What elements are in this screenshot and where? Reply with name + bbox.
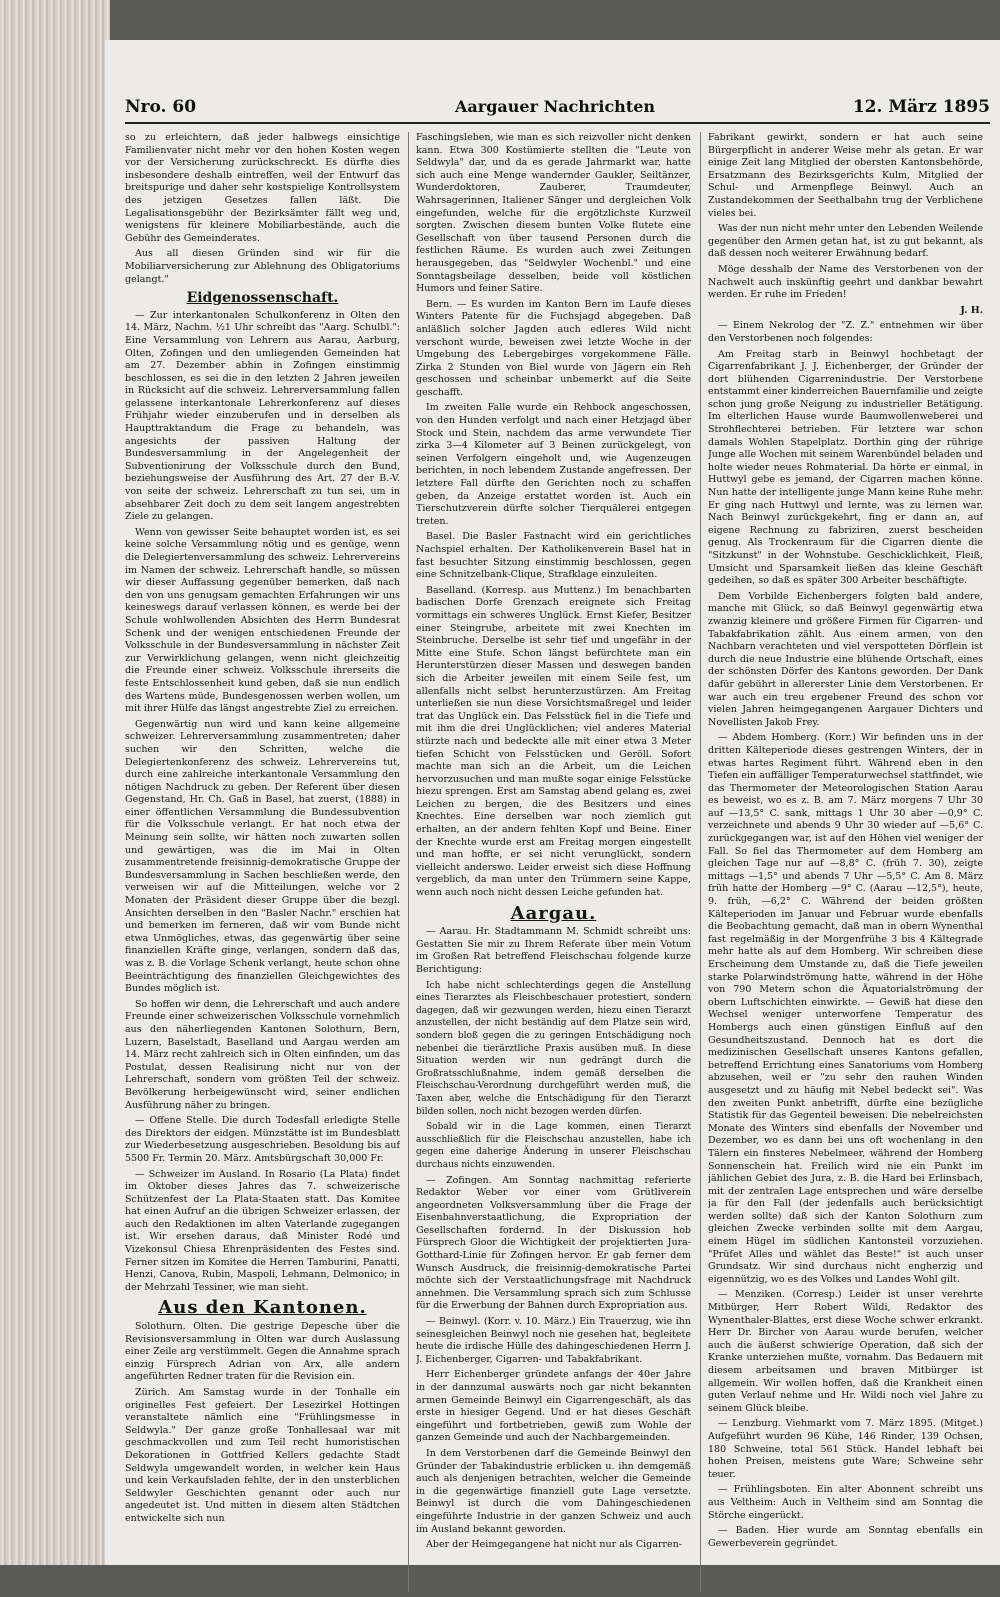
section-heading: Eidgenossenschaft. [186, 290, 339, 307]
paragraph: Bern. — Es wurden im Kanton Bern im Laufe dieses Winters Patente für die Fuchsjagd abgegeben. Daß anläßlich solcher Jagden auch edleres Wild nicht verschont wurde, beweisen zwei letzte Woche in der Umgebung des Lebergebirges vorgekommene Fälle. Zirka 2 Stunden von Biel wurde von Jägern ein Reh geschossen und scheinbar unbemerkt auf die Seite geschafft. [416, 298, 691, 398]
paragraph: Basel. Die Basler Fastnacht wird ein gerichtliches Nachspiel erhalten. Der Katholikenverein Basel hat in fast besuchter Sitzung einstimmig beschlossen, gegen eine Schnitzelbank-Clique, Strafklage einzuleiten. [416, 531, 691, 581]
newspaper-title: Aargauer Nachrichten [454, 97, 656, 116]
paragraph: Was der nun nicht mehr unter den Lebenden Weilende gegenüber den Armen getan hat, ist zu gut bekannt, als daß dessen noch weiterer Erwähnung bedarf. [708, 223, 983, 260]
issue-date: 12. März 1895 [852, 97, 990, 117]
column-2 [416, 132, 691, 1592]
issue-number: Nro. 60 [125, 97, 197, 117]
paragraph: Ich habe nicht schlechterdings gegen die Anstellung eines Tierarztes als Fleischbeschauer protestiert, sondern dagegen, daß wir gezwungen werden, hiezu einen Tierarzt anzustellen, der nicht beständig auf dem Platze sein wird, sondern bloß gegen die zu geringen Entschädigung noch nebenbei die tierärztliche Praxis ausüben muß. In diese Situation werden wir nun gedrängt durch die Großratsschlußnahme, indem gemäß derselben die Fleischschau-Verordnung durchgeführt werden muß, die Taxen aber, welche die Entschädigung für den Tierarzt bilden sollen, noch nicht bezogen werden dürfen. [416, 980, 691, 1117]
paragraph: Im zweiten Falle wurde ein Rehbock angeschossen, von den Hunden verfolgt und nach einer Hetzjagd über Stock und Stein, nachdem das arme verwundete Tier zirka 3—4 Kilometer auf 3 Beinen zurückgelegt, von seinen Verfolgern eingeholt und, wie Augenzeugen berichten, in noch lebendem Zustande angefressen. Der letztere Fall dürfte den Gerichten noch zu schaffen geben, da Anzeige erstattet worden ist. Auch ein Tierschutzverein dürfte solcher Tierquälerei entgegen treten. [416, 402, 691, 527]
paragraph: Zürich. Am Samstag wurde in der Tonhalle ein originelles Fest gefeiert. Der Lesezirkel Hottingen veranstaltete nämlich eine "Frühlingsmesse in Seldwyla." Der ganze große Tonhallesaal war mit geschmackvollen und zum Teil recht humoristischen Dekorationen in Gottfried Kellers gedachte Stadt Seldwyla umgewandelt worden, in welcher kein Haus und kein Verkaufsladen fehlte, der in den unsterblichen Seldwyler Geschichten genannt oder auch nur angedeutet ist. Und mitten in diesem alten Städtchen entwickelte sich nun [125, 1387, 400, 1524]
section-heading: Aus den Kantonen. [158, 1297, 367, 1319]
paragraph: — Beinwyl. (Korr. v. 10. März.) Ein Trauerzug, wie ihn seinesgleichen Beinwyl noch nie gesehen hat, begleitete heute die irdische Hülle des dahingeschiedenen Herrn J. J. Eichenberger, Cigarren- und Tabakfabrikant. [416, 1316, 691, 1365]
paragraph: Möge desshalb der Name des Verstorbenen von der Nachwelt auch inskünftig geehrt und dankbar bewahrt werden. Er ruhe im Frieden! [708, 263, 983, 301]
paragraph: — Zofingen. Am Sonntag nachmittag referierte Redaktor Weber vor einer vom Grütliverein angeordneten Volksversammlung über die Frage der Eisenbahnverstaatlichung, die Expropriation der Gesellschaften fordernd. In der Diskussion hob Fürsprech Gloor die Wichtigkeit der projektierten Jura-Gotthard-Linie für Zofingen hervor. Er gab ferner dem Wunsch Ausdruck, die freisinnig-demokratische Partei möchte sich der Verstaatlichungsfrage mit Nachdruck annehmen. Die Versammlung sprach sich zum Schlusse für die Erwerbung der Bahnen durch Expropriation aus. [416, 1174, 691, 1312]
paragraph: so zu erleichtern, daß jeder halbwegs einsichtige Familienvater nicht mehr vor den hohen Kosten wegen vor der Versicherung zurückschreckt. Es dürfte dies insbesondere deshalb eintreffen, weil der Entwurf das breitspurige und daher sehr kostspielige Kontrollsystem des jetzigen Gesetzes fallen läßt. Die Legalisationsgebühr der Bezirksämter fällt weg und, wenigstens für kleinere Mobiliarbestände, auch die Gebühr des Gemeinderates. [125, 132, 400, 244]
paragraph: Gegenwärtig nun wird und kann keine allgemeine schweizer. Lehrerversammlung zusammentreten; daher suchen wir den Schritten, welche die Delegiertenkonferenz des schweiz. Lehrervereins tut, durch eine zahlreiche interkantonale Versammlung den nötigen Nachdruck zu geben. Der Referent über diesen Gegenstand, Hr. Ch. Gaß in Basel, hat zuerst, (1888) in einer öffentlichen Versammlung die Bundessubvention für die Volksschule verlangt. Er hat noch etwa der Meinung sein sollte, wir hätten noch zuwarten sollen und gewärtigen, was die im Mai in Olten zusammentretende freisinnig-demokratische Gruppe der Bundesversammlung in Sachen beschließen werde, den verweisen wir auf die Mitteilungen, welche vor 2 Monaten der Präsident dieser Gruppe über die bezgl. Ansichten derselben in den "Basler Nachr." erschien hat und bemerken im ferneren, daß wir vom Bunde nicht etwa Unmögliches, etwas, das gegenwärtig über seine finanziellen Kräfte ginge, verlangen, sondern daß das, was z. B. die Vorlage Schenk verlangt, heute schon ohne Beeinträchtigung des finanziellen Gleichgewichtes des Bundes möglich ist. [125, 718, 400, 995]
paragraph: — Einem Nekrolog der "Z. Z." entnehmen wir über den Verstorbenen noch folgendes: [708, 320, 983, 344]
signature: J. H. [960, 304, 983, 316]
paragraph: — Menziken. (Corresp.) Leider ist unser verehrte Mitbürger, Herr Robert Wildi, Redaktor des Wynenthaler-Blattes, erst diese Woche schwer erkrankt. Herr Dr. Bircher von Aarau wurde berufen, welcher auch die äußerst schwierige Operation, daß sich der Kranke unterziehen mußte, vornahm. Das Bedauern mit diesem arbeitsamen und braven Mitbürger ist allgemein. Wir wollen hoffen, daß die Krankheit einen guten Verlauf nehme und Hr. Wildi noch viel Jahre zu seinem Glück bleibe. [708, 1289, 983, 1414]
columns [125, 132, 990, 1597]
paragraph: Faschingsleben, wie man es sich reizvoller nicht denken kann. Etwa 300 Kostümierte stellten die "Leute von Seldwyla" dar, und da es gerade Jahrmarkt war, hatte sich auch eine Menge wandernder Gaukler, Seiltänzer, Wunderdoktoren, Zauberer, Traumdeuter, Wahrsagerinnen, Italiener Sänger und dergleichen Volk eingefunden, welche für die ergötzlichste Kurzweil sorgten. Zwischen diesem bunten Volke flutete eine Gesellschaft von über tausend Personen durch die festlichen Räume. Es wurden auch zwei Zeitungen herausgegeben, das "Seldwyler Wochenbl." und eine Sonntagsbeilage desselben, beide voll köstlichen Humors und feiner Satire. [416, 132, 691, 295]
column-1 [125, 132, 400, 1592]
paragraph: Aus all diesen Gründen sind wir für die Mobiliarversicherung zur Ablehnung des Obligatoriums gelangt." [125, 248, 400, 285]
paragraph: Dem Vorbilde Eichenbergers folgten bald andere, manche mit Glück, so daß Beinwyl gegenwärtig etwa zwanzig kleinere und größere Firmen für Cigarren- und Tabakfabrikation zählt. Aus einem armen, von den Nachbarn verachteten und viel verspotteten Dörflein ist durch die neue Industrie eine blühende Ortschaft, eines der schönsten Dörfer des Kantons geworden. Der Dank dafür gebührt in allererster Linie dem Verstorbenen. Er war auch ein treu ergebener Freund des schon vor vielen Jahren heimgegangenen Aargauer Dichters und Novellisten Jakob Frey. [708, 590, 983, 728]
paragraph: Solothurn. Olten. Die gestrige Depesche über die Revisionsversammlung in Olten war durch Auslassung einer Zeile arg verstümmelt. Gegen die Annahme sprach einzig Fürsprech Adrian von Arx, alle andern angeführten Redner traten für die Revision ein. [125, 1321, 400, 1383]
paragraph: Herr Eichenberger gründete anfangs der 40er Jahre in der dannzumal auswärts noch gar nicht bekannten armen Gemeinde Beinwyl ein Cigarrengeschäft, als das erste in hiesiger Gegend. Und er hat dieses Geschäft eingeführt und fortbetrieben, gewiß zum Wohle der ganzen Gemeinde und auch der Nachbargemeinden. [416, 1369, 691, 1444]
paragraph: Aber der Heimgegangene hat nicht nur als Cigarren- [426, 1539, 682, 1551]
section-heading: Aargau. [510, 902, 597, 924]
paragraph: — Aarau. Hr. Stadtammann M. Schmidt schreibt uns: Gestatten Sie mir zu Ihrem Referate über mein Votum im Großen Rat betreffend Fleischschau folgende kurze Berichtigung: [416, 926, 691, 975]
paragraph: Wenn von gewisser Seite behauptet worden ist, es sei keine solche Versammlung nötig und es genüge, wenn die Delegiertenversammlung des schweiz. Lehrervereins im Namen der schweiz. Lehrerschaft handle, so müssen wir dieser Auffassung gegenüber bemerken, daß nach den von uns genugsam gemachten Erfahrungen wir uns keineswegs darauf verlassen können, es werde bei der Schule wohlwollenden Absichten des Herrn Bundesrat Schenk und der wenigen entschiedenen Freunde der Volksschule in der Bundesversammlung in nächster Zeit zur Verwirklichung gelangen, wenn nicht gleichzeitig die Freunde einer schweiz. Volksschule ihrerseits die feste Entschlossenheit kund geben, daß sie nun endlich des Wartens müde, Bundesgenossen werben wollen, um mit ihrer Hülfe das längst angestrebte Ziel zu erreichen. [125, 526, 400, 715]
paragraph: Am Freitag starb in Beinwyl hochbetagt der Cigarrenfabrikant J. J. Eichenberger, der Gründer der dort blühenden Cigarrenindustrie. Der Verstorbene entstammt einer kinderreichen Bauernfamilie und zeigte schon jung große Neigung zu industrieller Betätigung. Im elterlichen Hause wurde Baumwollenweberei und Strohflechterei betrieben. Für letztere war schon damals Wohlen Stapelplatz. Dorthin ging der rührige Junge alle Wochen mit seinem Warenbündel beladen und holte wieder neues Rohmaterial. Da hörte er einmal, in Huttwyl gebe es jemand, der Cigarren machen könne. Nun hatte der intelligente junge Mann keine Ruhe mehr. Er ging nach Huttwyl und lernte, was zu lernen war. Nach Beinwyl zurückgekehrt, fing er dann an, auf eigene Rechnung zu fabriziren, zuerst bescheiden genug. Als Trockenraum für die Cigarren diente die "Sitzkunst" in der Wohnstube. Geschicklichkeit, Fleiß, Umsicht und Sparsamkeit ließen das kleine Geschäft gedeihen, so daß es später 300 Arbeiter beschäftigte. [708, 348, 983, 587]
header-rule [125, 122, 990, 124]
paragraph: — Zur interkantonalen Schulkonferenz in Olten den 14. März, Nachm. ½1 Uhr schreibt das "Aarg. Schulbl.": Eine Versammlung von Lehrern aus Aarau, Aarburg, Olten, Zofingen und den umliegenden Gemeinden hat am 27. Dezember abhin in Zofingen einstimmig beschlossen, es sei die in den letzten 2 Jahren jeweilen in Rücksicht auf die schweiz. Lehrerversammlung fallen gelassene interkantonale Lehrerkonferenz auf dieses Frühjahr wieder einzuberufen und in derselben als Haupttraktandum die Frage zu behandeln, was angesichts der passiven Haltung der Bundesversammlung in der Angelegenheit der Subventionirung der Volksschule durch den Bund, beziehungsweise der Ausführung des Art. 27 der B.-V. von seite der schweiz. Lehrerschaft zu tun sei, um in absehbarer Zeit doch zu dem seit langem angestrebten Ziele zu gelangen. [125, 309, 400, 523]
paragraph: So hoffen wir denn, die Lehrerschaft und auch andere Freunde einer schweizerischen Volksschule vornehmlich aus den näherliegenden Kantonen Solothurn, Bern, Luzern, Baselstadt, Baselland und Aargau werden am 14. März recht zahlreich sich in Olten einfinden, um das Postulat, dessen Realisirung nicht nur von der Lehrerschaft, sondern vom größten Teil der schweiz. Bevölkerung herbeigewünscht wird, seiner endlichen Ausführung näher zu bringen. [125, 998, 400, 1111]
paragraph: — Frühlingsboten. Ein alter Abonnent schreibt uns aus Veltheim: Auch in Veltheim sind am Sonntag die Störche eingerückt. [708, 1484, 983, 1521]
column-divider [408, 132, 409, 1592]
paragraph: Sobald wir in die Lage kommen, einen Tierarzt ausschließlich für die Fleischschau anzustellen, habe ich gegen eine daherige Änderung in unserer Fleischschau durchaus nichts einzuwenden. [416, 1122, 691, 1170]
paragraph: Fabrikant gewirkt, sondern er hat auch seine Bürgerpflicht in anderer Weise mehr als getan. Er war einige Zeit lang Mitglied der obersten Kantonsbehörde, Ersatzmann des Bezirksgerichts Kulm, Mitglied der Schul- und Armenpflege Beinwyl. Auch an Zustandekommen der Seethalbahn trug der Verblichene vieles bei. [708, 132, 983, 219]
paragraph: — Abdem Homberg. (Korr.) Wir befinden uns in der dritten Kälteperiode dieses gestrengen Winters, der in etwas hartes Regiment führt. Während eben in den Tiefen ein auffälliger Temperaturwechsel stattfindet, wie das Thermometer der Meteorologischen Station Aarau es beweist, wo es z. B. am 7. März morgens 7 Uhr 30 auf —13,5° C. sank, mittags 1 Uhr 30 aber —0,9° C. verzeichnete und abends 9 Uhr 30 wieder auf —5,6° C. zurückgegangen war, ist auf den Höhen viel weniger der Fall. So fiel das Thermometer auf dem Homberg am gleichen Tage nur auf —8,8° C. (früh 7. 30), zeigte mittags —1,5° und abends 7 Uhr —5,5° C. Am 8. März früh hatte der Homberg —9° C. (Aarau —12,5°), heute, 9. früh, —6,2° C. Während der beiden größten Kälteperioden im Januar und Februar wurde ebenfalls die Beobachtung gemacht, daß man in obern Wynenthal fast regelmäßig in der Morgenfrühe 3 bis 4 Kältegrade mehr hatte als auf dem Homberg. Wir schreiben diese Erscheinung dem Umstande zu, daß die Tiefe jeweilen starke Polarwindströmung hatte, während in der Höhe von 790 Metern schon die Äquatorialströmung der obern Luftschichten einwirkte. — Gewiß hat diese den Wechsel weniger unterworfene Temperatur des Hombergs auch einen günstigen Einfluß auf den Gesundheitszustand. Dennoch hat es dort die medizinischen Gesellschaft unseres Kantons gefallen, betreffend Errichtung eines Sanatoriums vom Homberg abzusehen, weil er "zu sehr den rauhen Winden ausgesetzt und zu häufig mit Nebel bedeckt sei". Was den zweiten Punkt anbetrifft, dürfte eine bezügliche Statistik für das Gegenteil beweisen. Die nebelreichsten Monate des Winters sind ebenfalls der November und Dezember, wo es dann bei uns oft wochenlang in den Tälern ein finsteres Nebelmeer, während der Homberg Sonnenschein hat. Freilich wird nie ein Punkt im jählichen Gebiet des Jura, z. B. die Hard bei Erlinsbach, mit der zentralen Lage entsprechen und wäre derselbe ja für den Fall (der jedenfalls auch berücksichtigt werden sollte) daß sich der Kanton Solothurn zum gleichen Zwecke verbinden sollte mit dem Aargau, einem Hügel im südlichen Kantonsteil vorzuziehen. "Prüfet Alles und wählet das Beste!" ist auch unser Grundsatz. Wir sind durchaus nicht engherzig und eigennützig, wo es des Volkes und Landes Wohl gilt. [708, 732, 983, 1285]
column-3 [708, 132, 983, 1592]
column-divider [700, 132, 701, 1592]
paragraph: Baselland. (Korresp. aus Muttenz.) Im benachbarten badischen Dorfe Grenzach ereignete sich Freitag vormittags ein schweres Unglück. Ernst Kiefer, Besitzer einer Steingrube, arbeitete mit zwei Knechten im Steinbruche. Derselbe ist sehr tief und ungefähr in der Mitte eine Stufe. Schon längst befürchtete man ein Herunterstürzen dieser Massen und deswegen banden sich die Arbeiter jeweilen mit einem Seile fest, um allenfalls nicht selbst herunterzustürzen. Am Freitag unterließen sie nun diese Vorsichtsmaßregel und leider trat das Unglück ein. Das Felsstück fiel in die Tiefe und mit ihm die drei Unglücklichen; viel anderes Material stürzte nach und bedeckte alle mit einer etwa 3 Meter tiefen Schicht von Felsstücken und Geröll. Sofort machte man sich an die Arbeit, um die Leichen hervorzusuchen und man mußte sogar einige Felsstücke hiezu sprengen. Erst am Samstag abend gelang es, zwei Leichen zu bergen, die des Besitzers und eines Knechtes. Eine derselben war noch ziemlich gut erhalten, an der andern fehlten Kopf und Beine. Einer der Knechte wurde erst am Freitag morgen eingestellt und man hoffte, er sei nicht verunglückt, sondern vielleicht anderswo. Leider erweist sich diese Hoffnung vergeblich, da man unter den Trümmern seine Kappe, wenn auch noch nicht dessen Leiche gefunden hat. [416, 584, 691, 899]
paragraph: — Schweizer im Ausland. In Rosario (La Plata) findet im Oktober dieses Jahres das 7. schweizerische Schützenfest der La Plata-Staaten statt. Das Komitee hat einen Aufruf an die übrigen Schweizer erlassen, der auch den Redaktionen im alten Vaterlande zugegangen ist. Wir ersehen daraus, daß Minister Rodé und Vizekonsul Chiesa Ehrenpräsidenten des Festes sind. Ferner sitzen im Komitee die Herren Tamburini, Panatti, Henzi, Canova, Rubin, Maspoli, Lehmann, Delmonico; in der Mehrzahl Tessiner, wie man sieht. [125, 1168, 400, 1293]
paragraph: — Offene Stelle. Die durch Todesfall erledigte Stelle des Direktors der eidgen. Münzstätte ist im Bundesblatt zur Wiederbesetzung ausgeschrieben. Besoldung bis auf 5500 Fr. Termin 20. März. Amtsbürgschaft 30,000 Fr. [125, 1115, 400, 1164]
paragraph: — Lenzburg. Viehmarkt vom 7. März 1895. (Mitget.) Aufgeführt wurden 96 Kühe, 146 Rinder, 139 Ochsen, 180 Schweine, total 561 Stück. Handel lebhaft bei hohen Preisen, meistens gute Ware; Schweine sehr teuer. [708, 1418, 983, 1480]
paragraph: In dem Verstorbenen darf die Gemeinde Beinwyl den Gründer der Tabakindustrie erblicken u. ihn demgemäß auch als denjenigen betrachten, welcher die Gemeinde in die gegenwärtige finanziell gute Lage versetzte. Beinwyl ist durch die vom Dahingeschiedenen eingeführte Industrie in der ganzen Schweiz und auch im Ausland bekannt geworden. [416, 1447, 691, 1535]
paragraph: — Baden. Hier wurde am Sonntag ebenfalls ein Gewerbeverein gegründet. [708, 1525, 983, 1549]
newspaper-page [105, 40, 1000, 1565]
stacked-page-edges [0, 0, 110, 1565]
